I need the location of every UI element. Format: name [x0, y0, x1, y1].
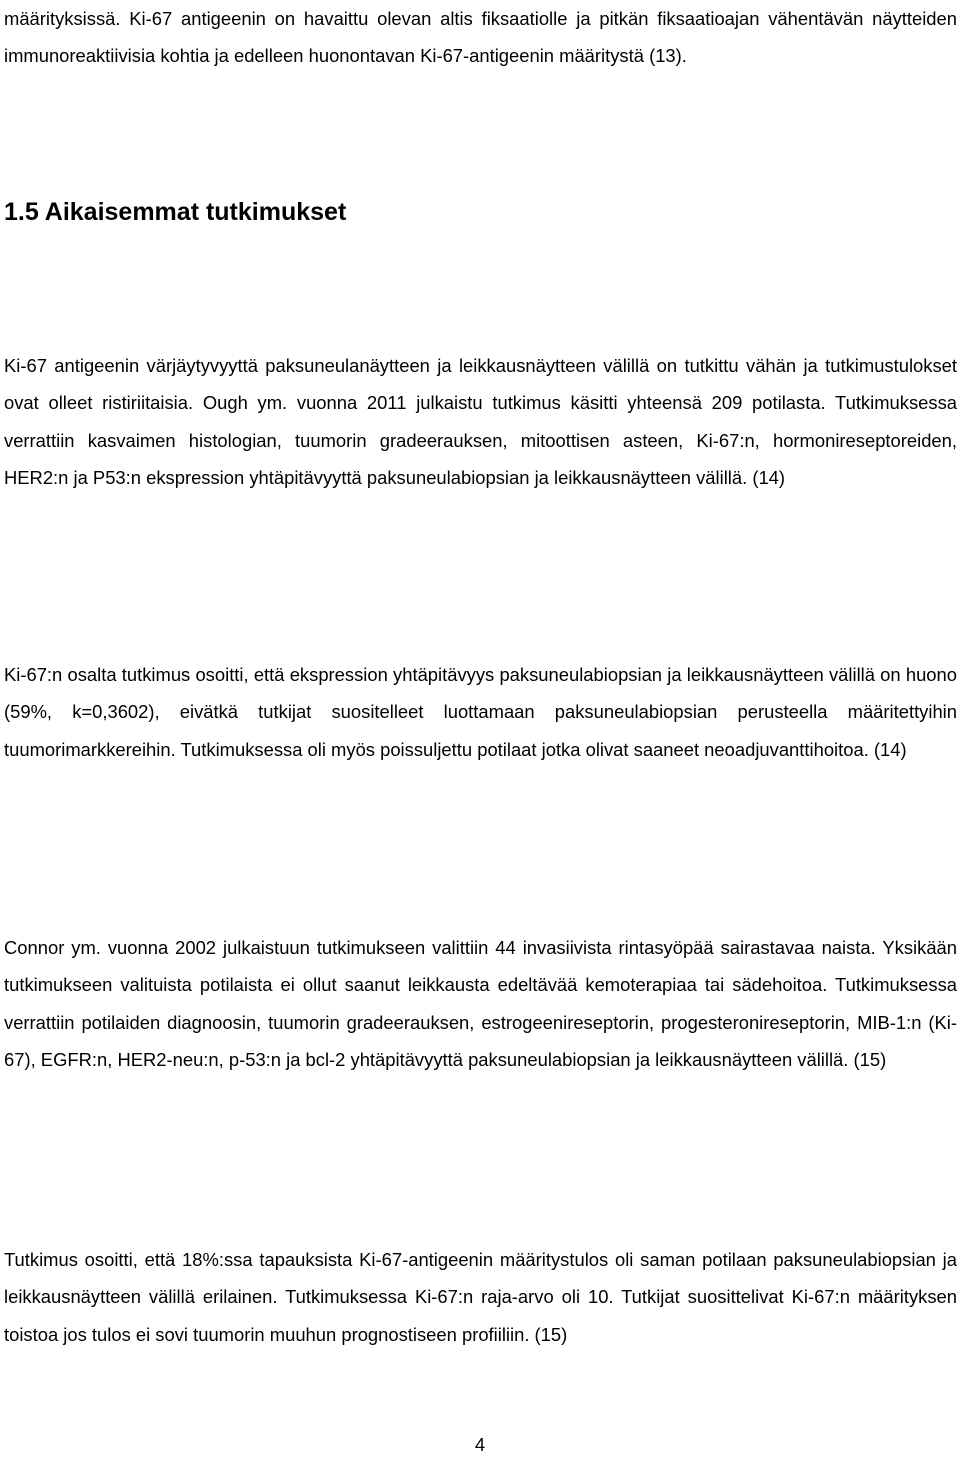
page-number: 4 [474, 1434, 486, 1455]
paragraph-connor-results: Tutkimus osoitti, että 18%:ssa tapauksista Ki-67-antigeenin määritystulos oli saman potilaan paksuneulabiopsian ja leikkausnäytteen välillä erilainen. Tutkimuksessa Ki-67:n raja-arvo oli 10. Tutkijat suosittelivat Ki-67:n määrityksen toistoa jos tulos ei sovi tuumorin muuhun prognostiseen profiiliin. (15) [4, 1249, 957, 1345]
paragraph-connor-study: Connor ym. vuonna 2002 julkaistuun tutkimukseen valittiin 44 invasiivista rintasyöpää sairastavaa naista. Yksikään tutkimukseen valituista potilaista ei ollut saanut leikkausta edeltävää kemoterapiaa tai sädehoitoa. Tutkimuksessa verrattiin potilaiden diagnoosin, tuumorin gradeerauksen, estrogeenireseptorin, progesteronireseptorin, MIB-1:n (Ki-67), EGFR:n, HER2-neu:n, p-53:n ja bcl-2 yhtäpitävyyttä paksuneulabiopsian ja leikkausnäytteen välillä. (15) [4, 937, 957, 1071]
intro-paragraph: määrityksissä. Ki-67 antigeenin on havaittu olevan altis fiksaatiolle ja pitkän fiksaatioajan vähentävän näytteiden immunoreaktiivisia kohtia ja edelleen huonontavan Ki-67-antigeenin määritystä (13). [4, 8, 957, 67]
paragraph-ough-study: Ki-67 antigeenin värjäytyvyyttä paksuneulanäytteen ja leikkausnäytteen välillä on tutkittu vähän ja tutkimustulokset ovat olleet ristiriitaisia. Ough ym. vuonna 2011 julkaistu tutkimus käsitti yhteensä 209 potilasta. Tutkimuksessa verrattiin kasvaimen histologian, tuumorin gradeerauksen, mitoottisen asteen, Ki-67:n, hormonireseptoreiden, HER2:n ja P53:n ekspression yhtäpitävyyttä paksuneulabiopsian ja leikkausnäytteen välillä. (14) [4, 355, 957, 489]
paragraph-ki67-results: Ki-67:n osalta tutkimus osoitti, että ekspression yhtäpitävyys paksuneulabiopsian ja leikkausnäytteen välillä on huono (59%, k=0,3602), eivätkä tutkijat suositelleet luottamaan paksuneulabiopsian perusteella määritettyihin tuumorimarkkereihin. Tutkimuksessa oli myös poissuljettu potilaat jotka olivat saaneet neoadjuvanttihoitoa. (14) [4, 664, 957, 760]
section-heading: 1.5 Aikaisemmat tutkimukset [4, 198, 347, 226]
